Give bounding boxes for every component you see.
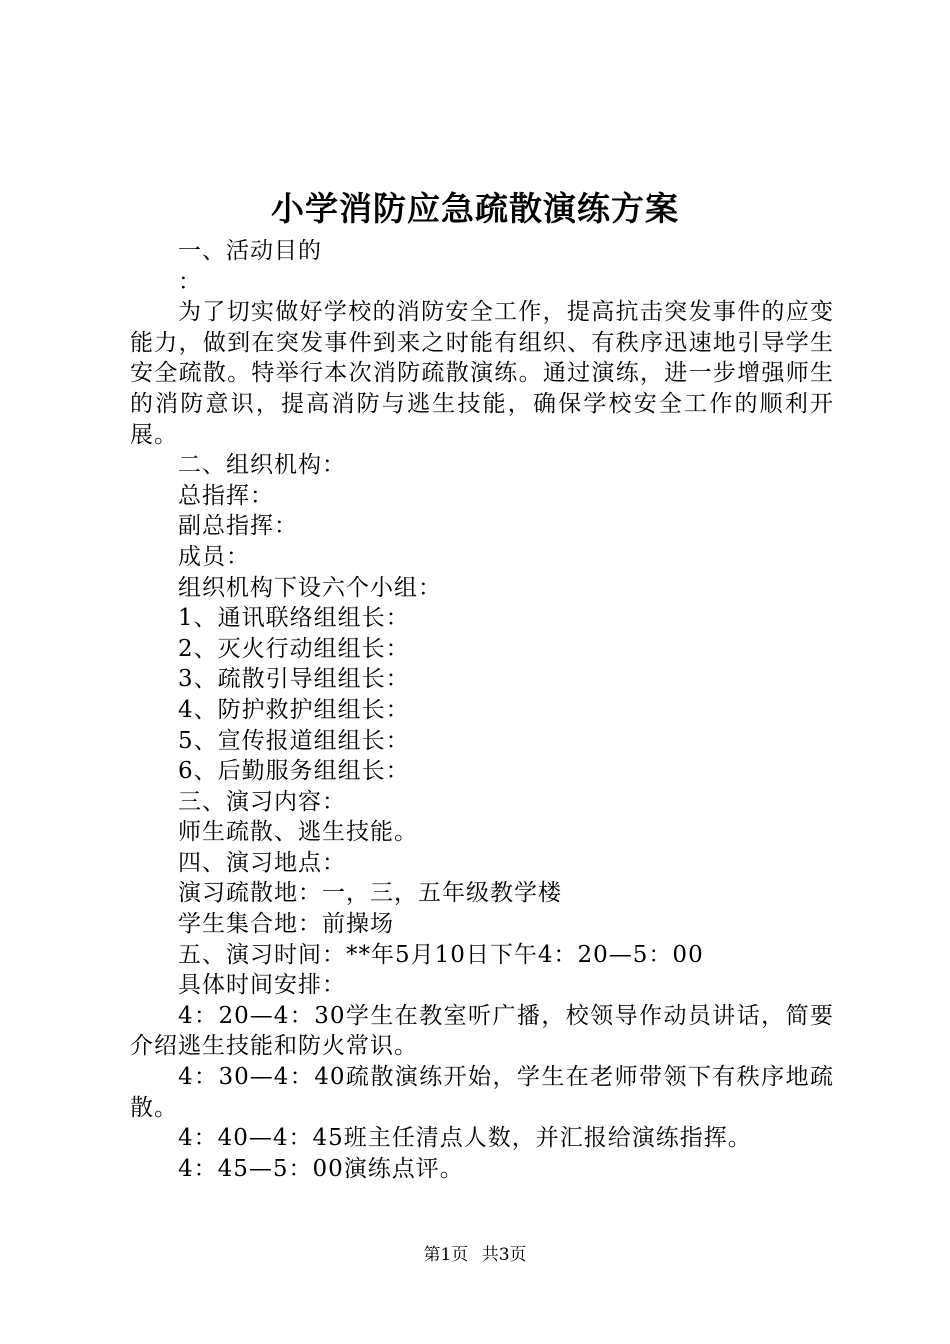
text-line: 总指挥： xyxy=(178,482,274,509)
text-line: 4：45—5：00演练点评。 xyxy=(178,1155,464,1182)
text-line: 五、演习时间：**年5月10日下午4：20—5：00 xyxy=(178,941,704,968)
page-total: 共3页 xyxy=(481,1245,527,1265)
text-line: 4：30—4：40疏散演练开始，学生在老师带领下有秩序地疏散。 xyxy=(130,1064,834,1121)
page-footer xyxy=(0,1243,950,1267)
text-line: 4、防护救护组组长： xyxy=(178,696,410,723)
text-line: 3、疏散引导组组长： xyxy=(178,666,410,693)
text-line: 副总指挥： xyxy=(178,513,298,540)
text-line: 4：40—4：45班主任清点人数，并汇报给演练指挥。 xyxy=(178,1125,752,1152)
text-line: 演习疏散地：一，三，五年级教学楼 xyxy=(178,880,562,907)
page-number: 第1页 xyxy=(423,1245,469,1265)
text-line: 为了切实做好学校的消防安全工作，提高抗击突发事件的应变能力，做到在突发事件到来之时能有组织、有秩序迅速地引导学生安全疏散。特举行本次消防疏散演练。通过演练，进一步增强师生的消防意识，提高消防与逃生技能，确保学校安全工作的顺利开展。 xyxy=(130,299,834,448)
text-line: 三、演习内容： xyxy=(178,788,346,815)
text-line: 二、组织机构： xyxy=(178,452,346,479)
document-title: 小学消防应急疏散演练方案 xyxy=(271,189,679,228)
text-line: 一、活动目的 xyxy=(178,238,322,264)
text-line: 4：20—4：30学生在教室听广播，校领导作动员讲话，简要介绍逃生技能和防火常识。 xyxy=(130,1002,834,1060)
document-body xyxy=(130,236,834,1184)
text-line: 学生集合地：前操场 xyxy=(178,911,394,938)
text-line: 具体时间安排： xyxy=(178,972,346,999)
text-line: 四、演习地点： xyxy=(178,849,346,876)
text-line: 师生疏散、逃生技能。 xyxy=(178,819,418,846)
text-line: 2、灭火行动组组长： xyxy=(178,635,410,662)
text-line: 组织机构下设六个小组： xyxy=(178,574,442,601)
text-line: 5、宣传报道组组长： xyxy=(178,727,410,754)
text-line: 1、通讯联络组组长： xyxy=(178,605,410,632)
text-line: 成员： xyxy=(178,543,250,570)
text-line: 6、后勤服务组组长： xyxy=(178,758,410,785)
text-line: ： xyxy=(178,268,202,295)
